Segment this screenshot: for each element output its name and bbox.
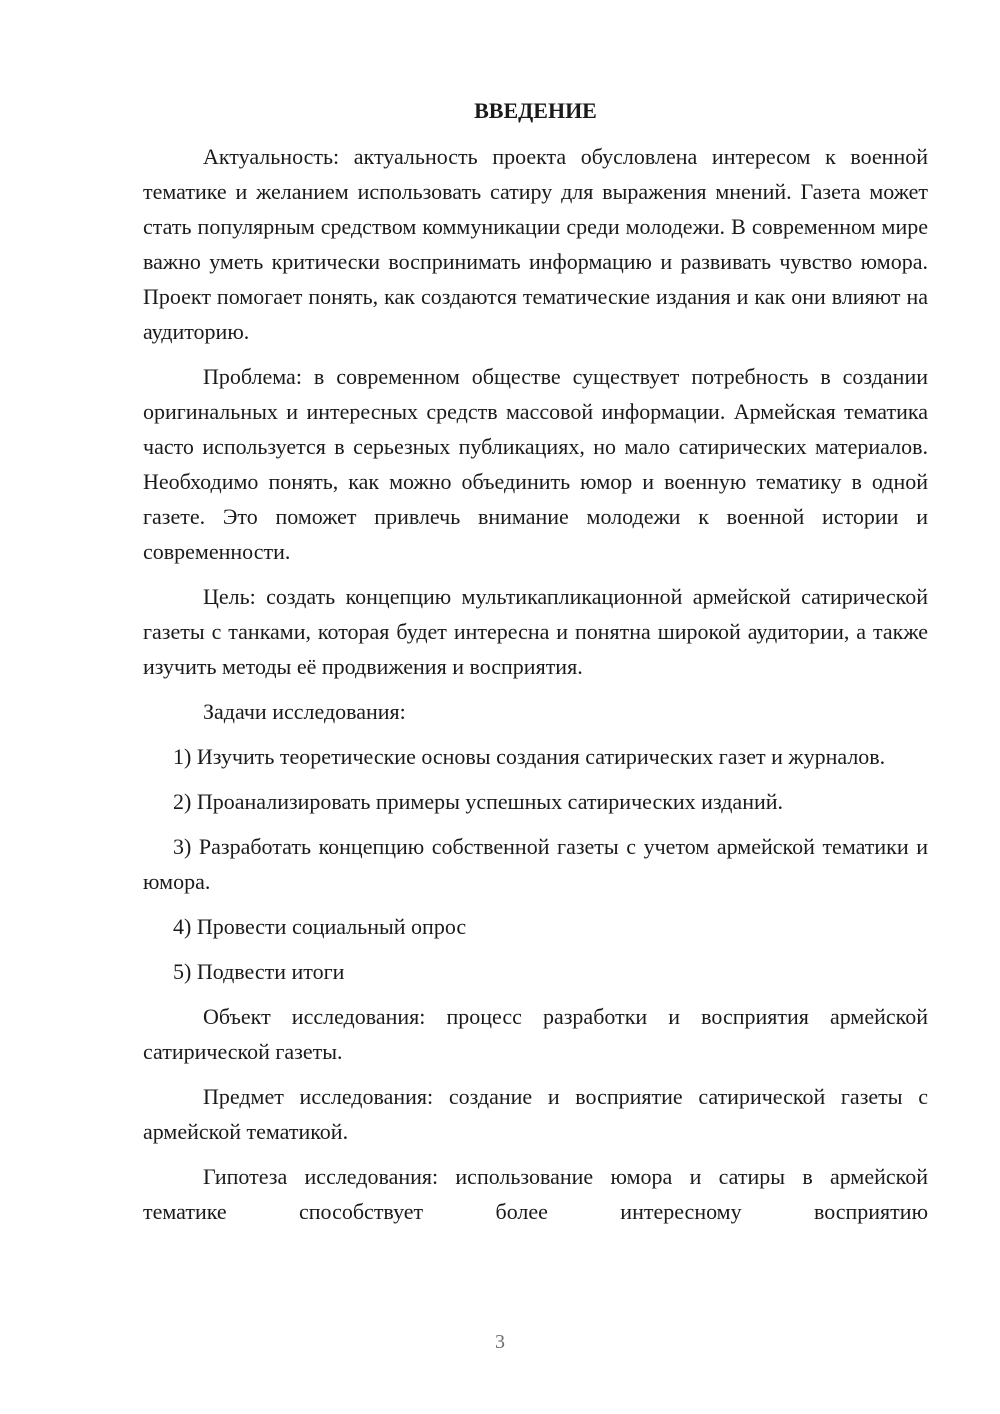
paragraph-goal: Цель: создать концепцию мультикапликационной армейской сатирической газеты с танками, которая будет интересна и понятна широкой аудитории, а также изучить методы её продвижения и восприятия. bbox=[143, 584, 928, 679]
list-item: 1) Изучить теоретические основы создания сатирических газет и журналов. bbox=[173, 744, 886, 769]
list-item: 4) Провести социальный опрос bbox=[173, 914, 467, 939]
paragraph-relevance: Актуальность: актуальность проекта обусловлена интересом к военной тематике и желанием использовать сатиру для выражения мнений. Газета может стать популярным средством коммуникации среди молодежи. В современном мире важно уметь критически воспринимать информацию и развивать чувство юмора. Проект помогает понять, как создаются тематические издания и как они влияют на аудиторию. bbox=[143, 144, 928, 344]
tasks-title: Задачи исследования: bbox=[203, 699, 406, 724]
paragraph-hypothesis: Гипотеза исследования: использование юмора и сатиры в армейской тематике способствует более интересному восприятию bbox=[143, 1164, 928, 1224]
list-item: 3) Разработать концепцию собственной газеты с учетом армейской тематики и юмора. bbox=[143, 834, 928, 894]
list-item: 2) Проанализировать примеры успешных сатирических изданий. bbox=[173, 789, 784, 814]
paragraph-object: Объект исследования: процесс разработки и восприятия армейской сатирической газеты. bbox=[143, 1004, 928, 1064]
document-page bbox=[143, 96, 928, 1239]
paragraph-problem: Проблема: в современном обществе существует потребность в создании оригинальных и интересных средств массовой информации. Армейская тематика часто используется в серьезных публикациях, но мало сатирических материалов. Необходимо понять, как можно объединить юмор и военную тематику в одной газете. Это поможет привлечь внимание молодежи к военной истории и современности. bbox=[143, 364, 928, 564]
paragraph-subject: Предмет исследования: создание и восприятие сатирической газеты с армейской тематикой. bbox=[143, 1084, 928, 1144]
page-number: 3 bbox=[495, 1331, 505, 1353]
tasks-list bbox=[143, 739, 928, 989]
page-title: ВВЕДЕНИЕ bbox=[474, 98, 597, 123]
list-item: 5) Подвести итоги bbox=[173, 959, 345, 984]
